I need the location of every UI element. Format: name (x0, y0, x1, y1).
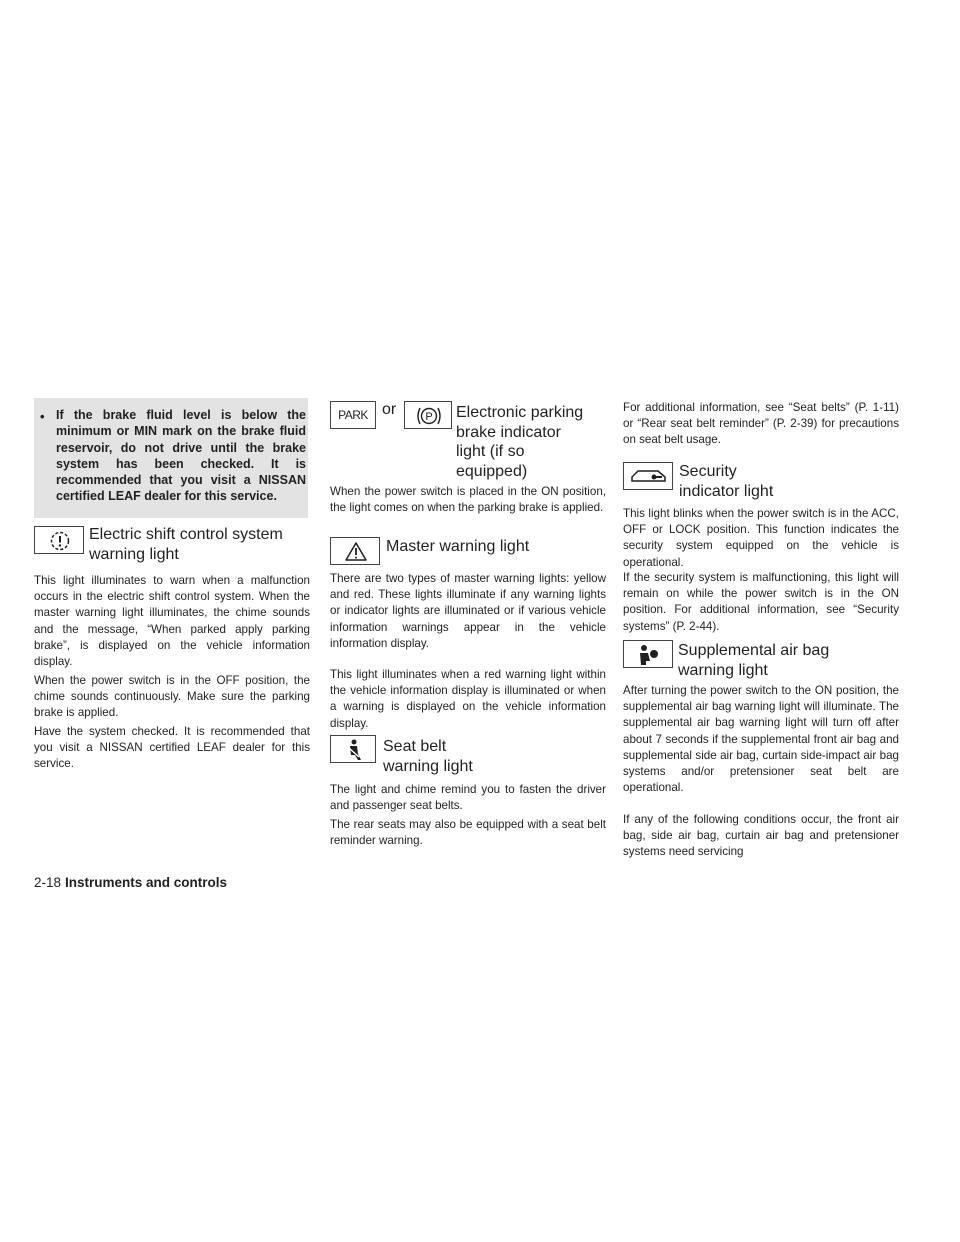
security-paragraph-2: If the security system is malfunctioning, this light will remain on while the power switch is in the ON position. For additional information, see “Security systems” (P. 2-44). (623, 571, 899, 633)
warning-triangle-icon (330, 537, 380, 565)
airbag-paragraph-2: If any of the following conditions occur, the front air bag, side air bag, curtain air bag and pretensioner systems need servicing (623, 813, 899, 859)
shift-paragraph-3: Have the system checked. It is recommended that you visit a NISSAN certified LEAF dealer for this service. (34, 725, 310, 771)
warning-bullet: • (40, 409, 45, 424)
parking-p-circle-icon (404, 401, 452, 429)
seatbelt-person-icon (330, 735, 376, 763)
park-heading-line1: Electronic parking (456, 404, 584, 421)
seatbelt-paragraph-1: The light and chime remind you to fasten the driver and passenger seat belts. (330, 783, 606, 813)
parking-brake-heading (456, 403, 616, 481)
airbag-heading-line1: Supplemental air bag (678, 642, 830, 659)
brake-fluid-warning-box (34, 398, 308, 518)
park-text-icon (330, 401, 376, 429)
parking-paragraph-1: When the power switch is placed in the ON position, the light comes on when the parking brake is applied. (330, 485, 606, 515)
belt-heading-line2: warning light (383, 757, 473, 775)
security-heading (679, 462, 773, 501)
master-paragraph-2: This light illuminates when a red warning light within the vehicle information display is illuminated or when a warning is displayed on the vehicle information display. (330, 668, 606, 730)
airbag-heading (678, 641, 908, 680)
security-heading-line2: indicator light (679, 482, 774, 500)
shift-heading-line1: Electric shift control system (89, 526, 283, 543)
seatbelt-paragraph-2: The rear seats may also be equipped with a seat belt reminder warning. (330, 818, 606, 848)
shift-paragraph-1: This light illuminates to warn when a malfunction occurs in the electric shift control system. When the master warning light illuminates, the chime sounds and the message, “When parked apply parking brake”, is displayed on the vehicle information display. (34, 574, 310, 669)
gear-exclamation-icon (34, 526, 84, 554)
park-label: PARK (338, 408, 368, 422)
car-key-icon (623, 462, 673, 490)
shift-heading (89, 525, 319, 564)
svg-text:P: P (425, 411, 433, 423)
brake-fluid-warning-text: If the brake fluid level is below the minimum or MIN mark on the brake fluid reservoir, do not drive until the brake system has been checked. It is recommended that you visit a NISSAN certified LEAF dealer for this service. (56, 408, 306, 504)
airbag-paragraph-1: After turning the power switch to the ON position, the supplemental air bag warning light will illuminate. The supplemental air bag warning light will turn off after about 7 seconds if the supplemental front air bag and supplemental side air bag, curtain side-impact air bag systems and/or pretensioner seat belt are operational. (623, 684, 899, 795)
or-label: or (382, 401, 397, 418)
shift-paragraph-2: When the power switch is in the OFF position, the chime sounds continuously. Make sure the parking brake is applied. (34, 674, 310, 720)
seatbelt-heading (383, 737, 473, 776)
security-heading-line1: Security (679, 463, 737, 480)
park-heading-line4: equipped) (456, 462, 528, 480)
seatbelt-more-info: For additional information, see “Seat belts” (P. 1-11) or “Rear seat belt reminder” (P. 2-39) for precautions on seat belt usage. (623, 401, 899, 447)
park-heading-line2: brake indicator (456, 423, 561, 441)
park-heading-line3: light (if so (456, 443, 525, 460)
section-title: Instruments and controls (65, 875, 228, 890)
airbag-person-icon (623, 640, 673, 668)
page-footer (34, 875, 227, 890)
airbag-heading-line2: warning light (678, 661, 768, 679)
master-heading: Master warning light (386, 538, 530, 555)
belt-heading-line1: Seat belt (383, 738, 447, 755)
shift-heading-line2: warning light (89, 545, 179, 563)
master-paragraph-1: There are two types of master warning lights: yellow and red. These lights illuminate if any warning lights or indicator lights are illuminated or if various vehicle information warnings appear in the vehicle information display. (330, 572, 606, 650)
security-paragraph-1: This light blinks when the power switch is in the ACC, OFF or LOCK position. This function indicates the security system equipped on the vehicle is operational. (623, 507, 899, 569)
page-number: 2-18 (34, 875, 62, 890)
